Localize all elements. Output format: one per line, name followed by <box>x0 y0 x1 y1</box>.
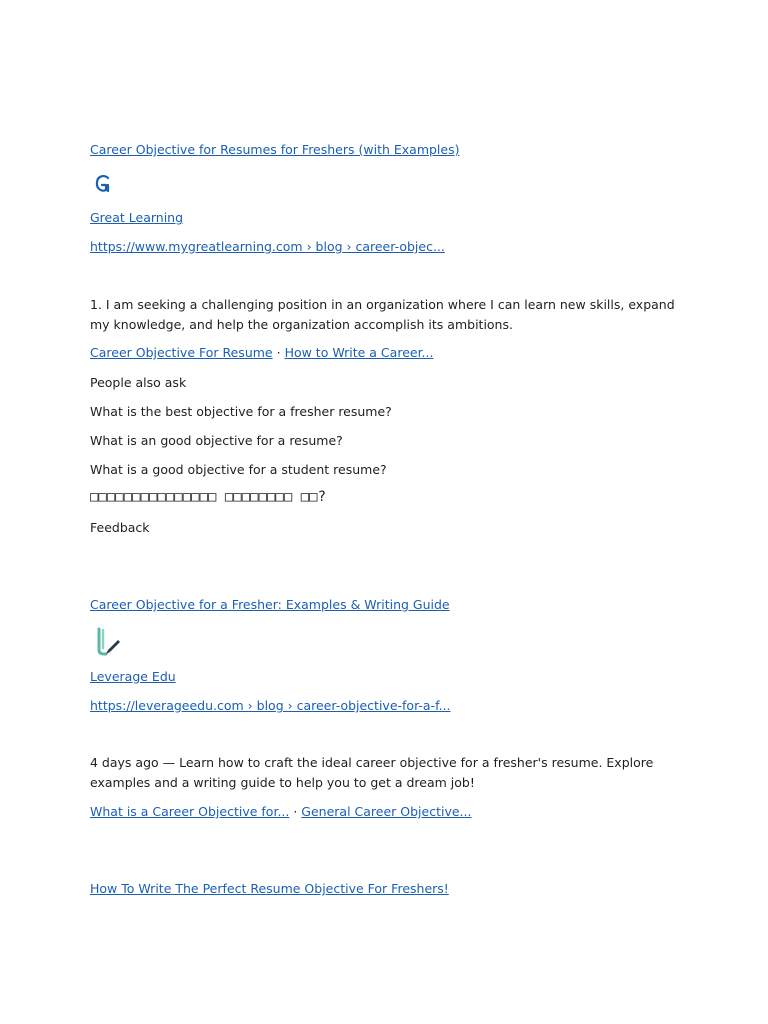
result-url-link[interactable]: https://leverageedu.com › blog › career-objective-for-a-f... <box>90 698 451 713</box>
people-also-ask-heading: People also ask <box>90 375 187 390</box>
result-snippet: 4 days ago — Learn how to craft the ideal career objective for a fresher's resume. Explore examples and a writing guide to help you to get a dream job! <box>90 755 654 790</box>
result-sitelinks <box>90 345 433 360</box>
result-snippet: 1. I am seeking a challenging position in an organization where I can learn new skills, expand my knowledge, and help the organization accomplish its ambitions. <box>90 297 675 332</box>
paa-question[interactable]: What is an good objective for a resume? <box>90 433 343 448</box>
result-title-link[interactable]: Career Objective for Resumes for Freshers (with Examples) <box>90 142 460 157</box>
result-site-name-link[interactable]: Great Learning <box>90 210 184 225</box>
result-sitelinks <box>90 804 471 819</box>
feedback-link[interactable]: Feedback <box>90 520 150 535</box>
sitelink[interactable]: How to Write a Career... <box>284 345 434 360</box>
paa-question[interactable]: What is the best objective for a fresher resume? <box>90 404 392 419</box>
sitelink-separator: · <box>293 804 302 819</box>
sitelink[interactable]: Career Objective For Resume <box>90 345 273 360</box>
paa-question[interactable]: What is a good objective for a student resume? <box>90 462 387 477</box>
sitelink[interactable]: General Career Objective... <box>301 804 472 819</box>
result-title-link[interactable]: How To Write The Perfect Resume Objective For Freshers! <box>90 881 449 896</box>
sitelink-separator: · <box>276 345 285 360</box>
paa-question[interactable]: □□□□□□□□□□□□□□□ □□□□□□□□ □□? <box>90 489 327 505</box>
result-site-name-link[interactable]: Leverage Edu <box>90 669 176 684</box>
great-learning-g-icon <box>92 172 114 196</box>
result-title-link[interactable]: Career Objective for a Fresher: Examples & Writing Guide <box>90 597 450 612</box>
leverage-edu-pen-icon <box>96 626 122 656</box>
result-url-link[interactable]: https://www.mygreatlearning.com › blog › career-objec... <box>90 239 445 254</box>
sitelink[interactable]: What is a Career Objective for... <box>90 804 290 819</box>
